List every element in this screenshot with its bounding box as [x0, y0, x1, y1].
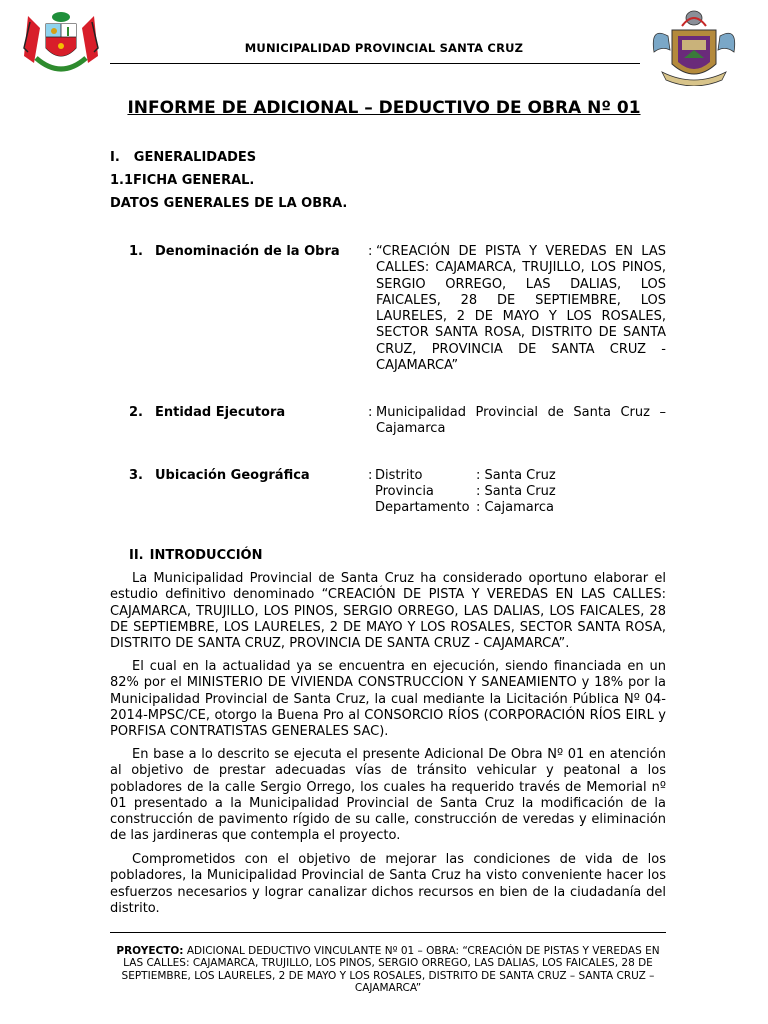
paragraph-intro-4 [110, 852, 666, 917]
paragraph-line: Municipalidad Provincial de Santa Cruz, la cual mediante la Licitación Pública Nº 04- [110, 691, 666, 707]
geo-value-distrito: : Santa Cruz [476, 468, 556, 483]
paragraph-line: estudio definitivo denominado “CREACIÓN DE PISTA Y VEREDAS EN LAS CALLES: [110, 587, 666, 603]
value-line: LAURELES, 2 DE MAYO Y LOS ROSALES, [376, 309, 666, 325]
santa-cruz-coat-of-arms-icon [648, 6, 740, 86]
item-label-entidad: Entidad Ejecutora [155, 405, 286, 420]
paragraph-line: 82% por el MINISTERIO DE VIVIENDA CONSTRUCCION Y SANEAMIENTO y 18% por la [110, 675, 666, 691]
section-label: INTRODUCCIÓN [149, 548, 263, 563]
item-value-denominacion [376, 244, 666, 374]
subsection-heading-ficha-general: 1.1FICHA GENERAL. [110, 173, 255, 188]
item-colon: : [368, 468, 373, 483]
paragraph-line: La Municipalidad Provincial de Santa Cruz ha considerado oportuno elaborar el [132, 571, 666, 586]
item-number: 2. [129, 405, 143, 420]
paragraph-intro-2 [110, 659, 666, 740]
geo-key-provincia: Provincia [375, 484, 434, 499]
header-divider [110, 63, 640, 64]
item-label-denominacion: Denominación de la Obra [155, 244, 340, 259]
subsection-heading-datos-generales: DATOS GENERALES DE LA OBRA. [110, 196, 348, 211]
header-title: MUNICIPALIDAD PROVINCIAL SANTA CRUZ [244, 41, 524, 55]
paragraph-line: al objetivo de prestar adecuadas vías de tránsito vehicular y peatonal a los [110, 763, 666, 779]
paragraph-line: construcción de pavimento rígido de su calle, construcción de veredas y eliminación [110, 812, 666, 828]
geo-value-provincia: : Santa Cruz [476, 484, 556, 499]
value-line: “CREACIÓN DE PISTA Y VEREDAS EN LAS [376, 244, 666, 259]
paragraph-intro-1 [110, 571, 666, 652]
footer-text: ADICIONAL DEDUCTIVO VINCULANTE Nº 01 – OBRA: “CREACIÓN DE PISTAS Y VEREDAS EN LAS CALLES: CAJAMARCA, TRUJILLO, LOS PINOS, SERGIO ORREGO, LAS DALIAS, LOS FAICALES, 28 DE SEPTIEMBRE, LOS LAURELES, 2 DE MAYO Y LOS ROSALES, DISTRITO DE SANTA CRUZ – SANTA CRUZ – CAJAMARCA” [121, 945, 660, 995]
paragraph-line: 2014-MPSC/CE, otorgo la Buena Pro al CONSORCIO RÍOS (CORPORACIÓN RÍOS EIRL y [110, 707, 666, 723]
section-number: II. [129, 548, 144, 563]
value-line: SERGIO ORREGO, LAS DALIAS, LOS [376, 276, 666, 292]
value-line: CALLES: CAJAMARCA, TRUJILLO, LOS PINOS, [376, 260, 666, 276]
paragraph-line: de las jardineras que contempla el proyecto. [110, 828, 401, 844]
value-line: CAJAMARCA” [376, 358, 459, 374]
paragraph-line: DISTRITO DE SANTA CRUZ, PROVINCIA DE SANTA CRUZ - CAJAMARCA”. [110, 636, 570, 652]
value-line: Cajamarca [376, 421, 446, 437]
section-heading-generalidades [110, 150, 256, 166]
paragraph-line: Comprometidos con el objetivo de mejorar las condiciones de vida de los [132, 852, 666, 867]
paragraph-line: PORFISA CONTRATISTAS GENERALES SAC). [110, 724, 389, 740]
geo-key-distrito: Distrito [375, 468, 423, 483]
footer-label: PROYECTO: [116, 945, 184, 957]
section-number: I. [110, 150, 120, 165]
value-line: SECTOR SANTA ROSA, DISTRITO DE SANTA [376, 325, 666, 341]
item-label-ubicacion: Ubicación Geográfica [155, 468, 310, 483]
paragraph-line: esfuerzos necesarios y lograr canalizar dichos recursos en bien de la ciudadanía del [110, 884, 666, 900]
footer-divider [110, 932, 666, 933]
value-line: CRUZ, PROVINCIA DE SANTA CRUZ - [376, 341, 666, 357]
paragraph-line: pobladores de la calle Sergio Orrego, los cuales ha requerido través de Memorial nº [110, 779, 666, 795]
paragraph-intro-3 [110, 747, 666, 845]
paragraph-line: CAJAMARCA, TRUJILLO, LOS PINOS, SERGIO ORREGO, LAS DALIAS, LOS FAICALES, 28 [110, 603, 666, 619]
item-colon: : [368, 405, 373, 420]
section-heading-introduccion [129, 548, 262, 564]
section-label: GENERALIDADES [133, 150, 257, 165]
item-colon: : [368, 244, 373, 259]
paragraph-line: distrito. [110, 900, 160, 916]
paragraph-line: DE SEPTIEMBRE, LOS LAURELES, 2 DE MAYO Y LOS ROSALES, SECTOR SANTA ROSA, [110, 619, 666, 635]
item-number: 1. [129, 244, 143, 259]
paragraph-line: En base a lo descrito se ejecuta el presente Adicional De Obra Nº 01 en atención [132, 747, 666, 762]
item-number: 3. [129, 468, 143, 483]
geo-value-departamento: : Cajamarca [476, 500, 554, 515]
paragraph-line: El cual en la actualidad ya se encuentra en ejecución, siendo financiada en un [132, 659, 666, 674]
value-line: Municipalidad Provincial de Santa Cruz – [376, 405, 666, 420]
paragraph-line: 01 presentado a la Municipalidad Provincial de Santa Cruz la modificación de la [110, 795, 666, 811]
value-line: FAICALES, 28 DE SEPTIEMBRE, LOS [376, 292, 666, 308]
geo-key-departamento: Departamento [375, 500, 470, 515]
paragraph-line: pobladores, la Municipalidad Provincial de Santa Cruz ha visto conveniente hacer los [110, 868, 666, 884]
footer-project-note [110, 945, 666, 995]
item-value-entidad [376, 405, 666, 438]
document-title: INFORME DE ADICIONAL – DEDUCTIVO DE OBRA Nº 01 [127, 98, 641, 118]
